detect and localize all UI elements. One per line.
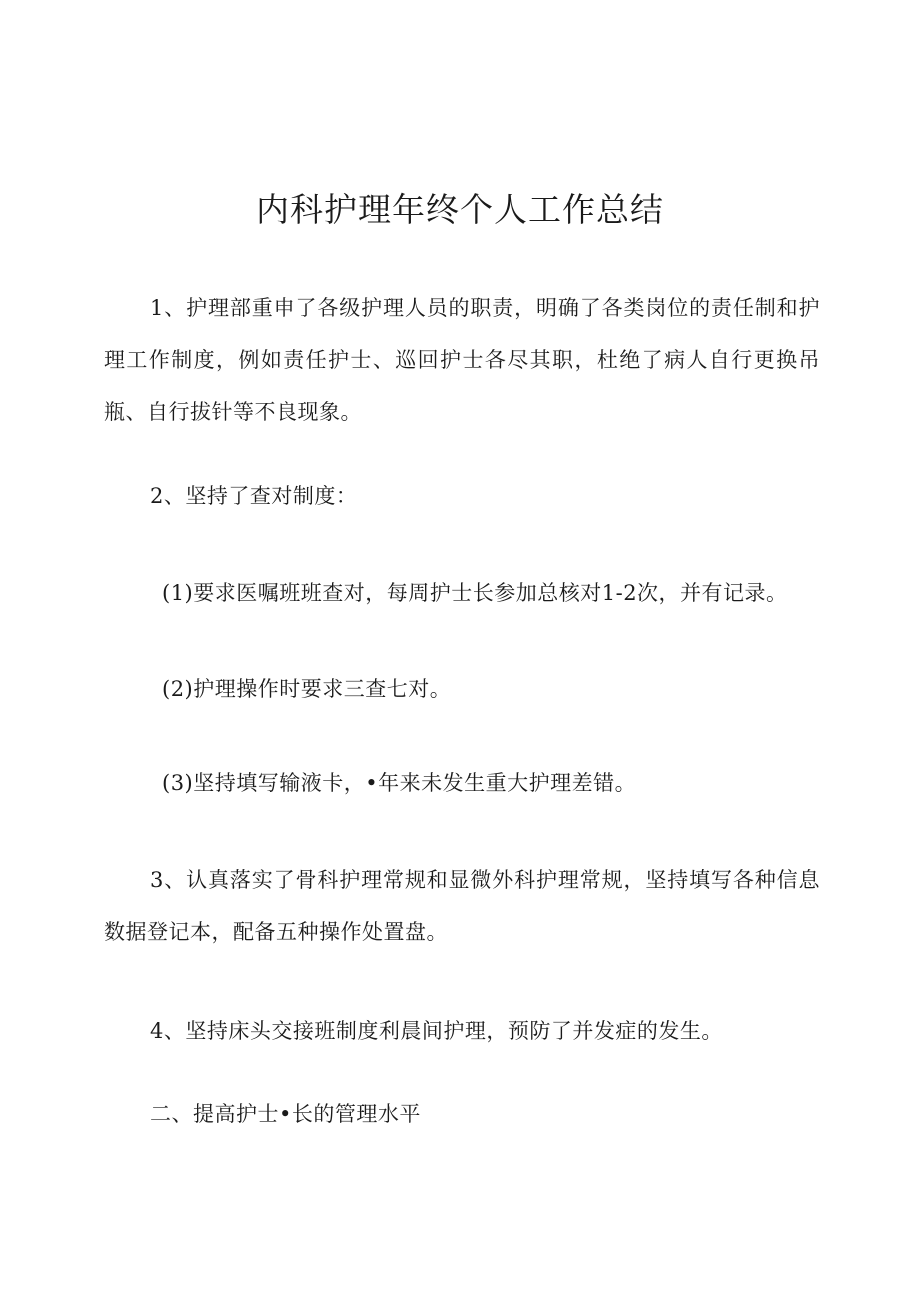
paragraph-check-system: 2、坚持了查对制度： [150,484,358,508]
paragraph-shift-handover: 4、坚持床头交接班制度利晨间护理，预防了并发症的发生。 [150,1019,723,1043]
list-item-order-check: (1)要求医嘱班班查对，每周护士长参加总核对1-2次，并有记录。 [162,581,788,605]
document-title: 内科护理年终个人工作总结 [256,190,664,229]
section-heading-management: 二、提高护士•长的管理水平 [150,1102,421,1126]
paragraph-nursing-routine: 3、认真落实了骨科护理常规和显微外科护理常规，坚持填写各种信息数据登记本，配备五种操作处置盘。 [104,868,820,944]
list-item-infusion-card: (3)坚持填写输液卡，•年来未发生重大护理差错。 [162,771,637,795]
list-item-three-checks: (2)护理操作时要求三查七对。 [162,677,452,701]
paragraph-duty-system: 1、护理部重申了各级护理人员的职责，明确了各类岗位的责任制和护理工作制度，例如责任护士、巡回护士各尽其职，杜绝了病人自行更换吊瓶、自行拔针等不良现象。 [104,296,820,424]
